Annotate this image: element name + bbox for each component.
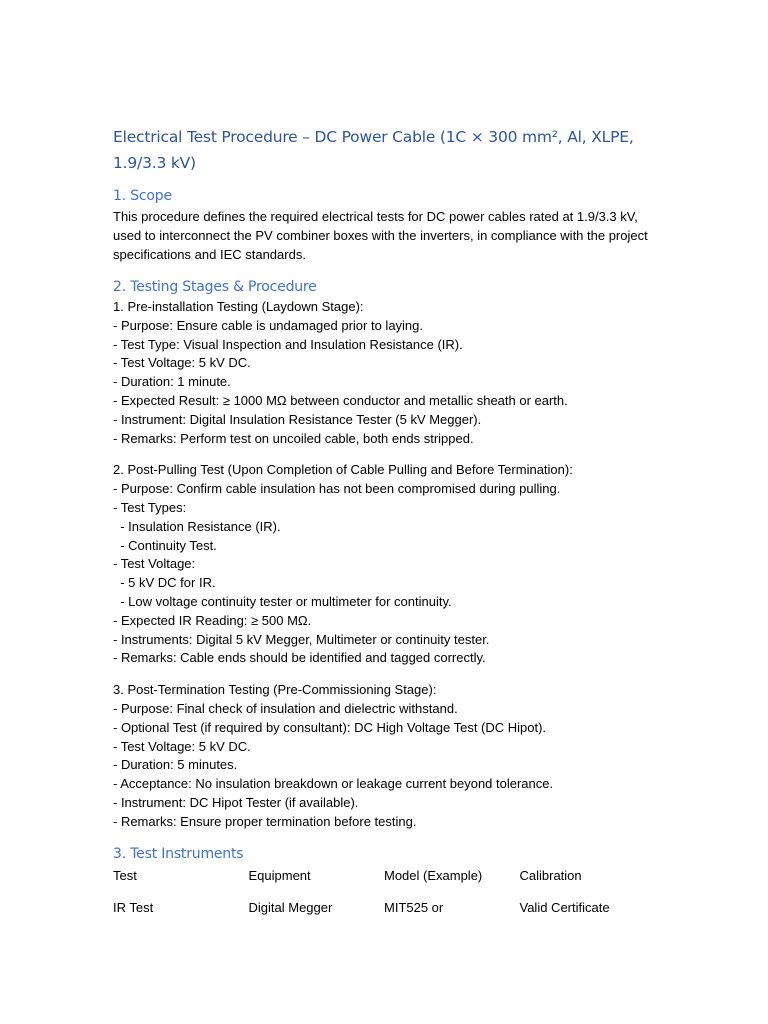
stage-3-line: - Duration: 5 minutes. (113, 757, 238, 773)
stage-3-line: - Remarks: Ensure proper termination before testing. (113, 813, 417, 829)
column-header: Model (Example) (384, 867, 483, 883)
stage-2-line: 2. Post-Pulling Test (Upon Completion of Cable Pulling and Before Termination): (113, 462, 573, 478)
stage-1-line: - Instrument: Digital Insulation Resistance Tester (5 kV Megger). (113, 411, 482, 427)
stage-3-line: - Acceptance: No insulation breakdown or leakage current beyond tolerance. (113, 776, 554, 792)
table-cell: Valid Certificate (519, 899, 610, 915)
stage-1-line: - Duration: 1 minute. (113, 374, 231, 390)
stage-2-line: - Insulation Resistance (IR). (113, 518, 281, 534)
stage-2-line: - Purpose: Confirm cable insulation has not been compromised during pulling. (113, 481, 561, 497)
stage-1-line: - Test Type: Visual Inspection and Insulation Resistance (IR). (113, 336, 463, 352)
scope-paragraph: This procedure defines the required electrical tests for DC power cables rated at 1.9/3.3 kV, used to interconnect the PV combiner boxes with the inverters, in compliance with the project specifications and IEC standards. (113, 209, 648, 262)
stage-1-line: - Purpose: Ensure cable is undamaged prior to laying. (113, 317, 424, 333)
test-instruments-table (113, 867, 673, 917)
section-heading-test-instruments: 3. Test Instruments (113, 845, 244, 862)
stage-2-line: - Expected IR Reading: ≥ 500 MΩ. (113, 612, 312, 628)
column-header: Calibration (519, 867, 582, 883)
testing-stage-2 (113, 461, 673, 668)
column-header: Test (113, 867, 137, 883)
document-title: Electrical Test Procedure – DC Power Cable (1C × 300 mm², Al, XLPE, 1.9/3.3 kV) (113, 128, 634, 172)
stage-3-line: - Purpose: Final check of insulation and dielectric withstand. (113, 700, 458, 716)
table-row (113, 899, 673, 917)
stage-2-line: - 5 kV DC for IR. (113, 575, 216, 591)
document-body (113, 124, 673, 917)
table-header-row (113, 867, 673, 885)
table-cell: IR Test (113, 899, 154, 915)
stage-1-line: - Remarks: Perform test on uncoiled cable, both ends stripped. (113, 430, 474, 446)
section-heading-testing-stages: 2. Testing Stages & Procedure (113, 279, 317, 295)
stage-3-line: - Instrument: DC Hipot Tester (if available). (113, 794, 359, 810)
stage-3-line: 3. Post-Termination Testing (Pre-Commissioning Stage): (113, 682, 437, 698)
testing-stage-1 (113, 298, 673, 448)
stage-1-line: - Test Voltage: 5 kV DC. (113, 355, 251, 371)
stage-2-line: - Test Types: (113, 499, 187, 515)
stage-2-line: - Remarks: Cable ends should be identified and tagged correctly. (113, 650, 486, 666)
stage-2-line: - Test Voltage: (113, 556, 196, 572)
stage-1-line: - Expected Result: ≥ 1000 MΩ between conductor and metallic sheath or earth. (113, 392, 568, 408)
stage-2-line: - Instruments: Digital 5 kV Megger, Multimeter or continuity tester. (113, 631, 490, 647)
stage-2-line: - Continuity Test. (113, 537, 217, 553)
table-cell: MIT525 or (384, 899, 444, 915)
stage-3-line: - Optional Test (if required by consultant): DC High Voltage Test (DC Hipot). (113, 719, 547, 735)
stage-2-line: - Low voltage continuity tester or multimeter for continuity. (113, 593, 452, 609)
table-cell: Digital Megger (248, 899, 333, 915)
column-header: Equipment (248, 867, 311, 883)
section-heading-scope: 1. Scope (113, 188, 172, 204)
testing-stage-3 (113, 681, 673, 831)
stage-3-line: - Test Voltage: 5 kV DC. (113, 738, 251, 754)
stage-1-line: 1. Pre-installation Testing (Laydown Stage): (113, 299, 364, 314)
